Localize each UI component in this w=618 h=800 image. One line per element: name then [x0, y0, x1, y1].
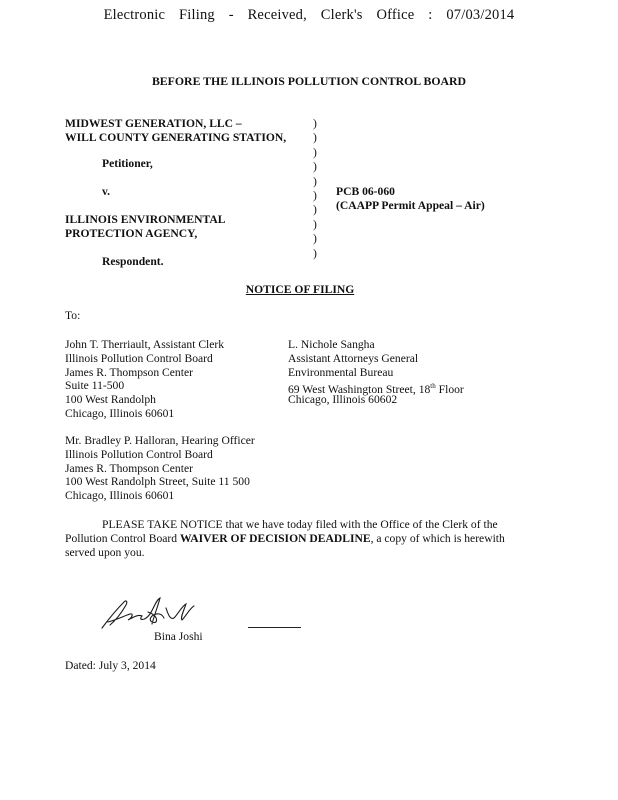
street-text: 69 West Washington Street, 18 — [288, 383, 431, 397]
address-line: James R. Thompson Center — [65, 461, 193, 475]
paren: ) — [313, 188, 317, 202]
address-line: Suite 11-500 — [65, 379, 125, 393]
address-line: 100 West Randolph Street, Suite 11 500 — [65, 475, 250, 489]
stamp-date: 07/03/2014 — [446, 7, 515, 23]
caption-parties — [65, 117, 286, 145]
filing-stamp — [0, 6, 618, 24]
to-label: To: — [65, 309, 81, 322]
paren: ) — [313, 203, 317, 217]
address-line — [288, 379, 464, 397]
stamp-word: Clerk's — [320, 7, 363, 23]
signer-name: Bina Joshi — [154, 630, 203, 643]
stamp-word: Filing — [179, 7, 215, 23]
paren: ) — [313, 246, 317, 260]
stamp-word: : — [428, 7, 433, 23]
paren: ) — [313, 160, 317, 174]
stamp-word: Office — [376, 7, 415, 23]
ordinal-suffix: th — [430, 382, 436, 391]
paren: ) — [313, 145, 317, 159]
address-line: L. Nichole Sangha — [288, 338, 375, 351]
respondent-name — [65, 213, 226, 241]
dated-line: Dated: July 3, 2014 — [65, 659, 156, 672]
petitioner-name: MIDWEST GENERATION, LLC – — [65, 117, 242, 130]
board-title: BEFORE THE ILLINOIS POLLUTION CONTROL BOARD — [151, 74, 467, 88]
address-line: Chicago, Illinois 60601 — [65, 406, 175, 420]
recipient-clerk — [65, 338, 224, 421]
case-number: PCB 06-060 — [336, 185, 395, 198]
stamp-word: Received, — [247, 7, 307, 23]
paragraph-text: , a copy of which is herewith served upon you. — [65, 532, 505, 559]
versus-label: v. — [102, 185, 111, 198]
address-line: 100 West Randolph — [65, 393, 156, 407]
respondent-line: PROTECTION AGENCY, — [65, 227, 198, 240]
paren: ) — [313, 174, 317, 188]
petitioner-name: WILL COUNTY GENERATING STATION, — [65, 131, 287, 144]
paren: ) — [313, 232, 317, 246]
address-line: Environmental Bureau — [288, 365, 394, 379]
case-type: (CAAPP Permit Appeal – Air) — [336, 199, 485, 212]
address-line: Illinois Pollution Control Board — [65, 351, 213, 365]
address-line: Chicago, Illinois 60601 — [65, 489, 175, 503]
signature-line — [248, 627, 301, 628]
respondent-line: ILLINOIS ENVIRONMENTAL — [65, 213, 226, 226]
address-line: Assistant Attorneys General — [288, 351, 419, 365]
address-line: James R. Thompson Center — [65, 365, 193, 379]
caption-parentheses — [313, 117, 317, 261]
handwritten-signature — [98, 592, 210, 634]
address-line: Chicago, Illinois 60602 — [288, 393, 398, 407]
stamp-word: - — [228, 7, 234, 23]
address-line: John T. Therriault, Assistant Clerk — [65, 338, 225, 351]
paren: ) — [313, 131, 317, 145]
recipient-attorney-general — [288, 338, 464, 407]
notice-paragraph — [65, 518, 535, 560]
recipient-hearing-officer — [65, 434, 255, 503]
petitioner-role: Petitioner, — [102, 157, 153, 170]
street-floor: Floor — [435, 383, 464, 397]
paragraph-text: PLEASE TAKE NOTICE that we have today filed with the Office of the Clerk of the Pollution Control Board — [65, 518, 498, 545]
respondent-role: Respondent. — [102, 255, 164, 268]
paren: ) — [313, 117, 317, 130]
address-line: Illinois Pollution Control Board — [65, 447, 213, 461]
stamp-word: Electronic — [103, 7, 166, 23]
address-line: Mr. Bradley P. Halloran, Hearing Officer — [65, 434, 255, 447]
paren: ) — [313, 217, 317, 231]
document-title: WAIVER OF DECISION DEADLINE — [179, 532, 371, 545]
notice-title: NOTICE OF FILING — [245, 283, 355, 296]
